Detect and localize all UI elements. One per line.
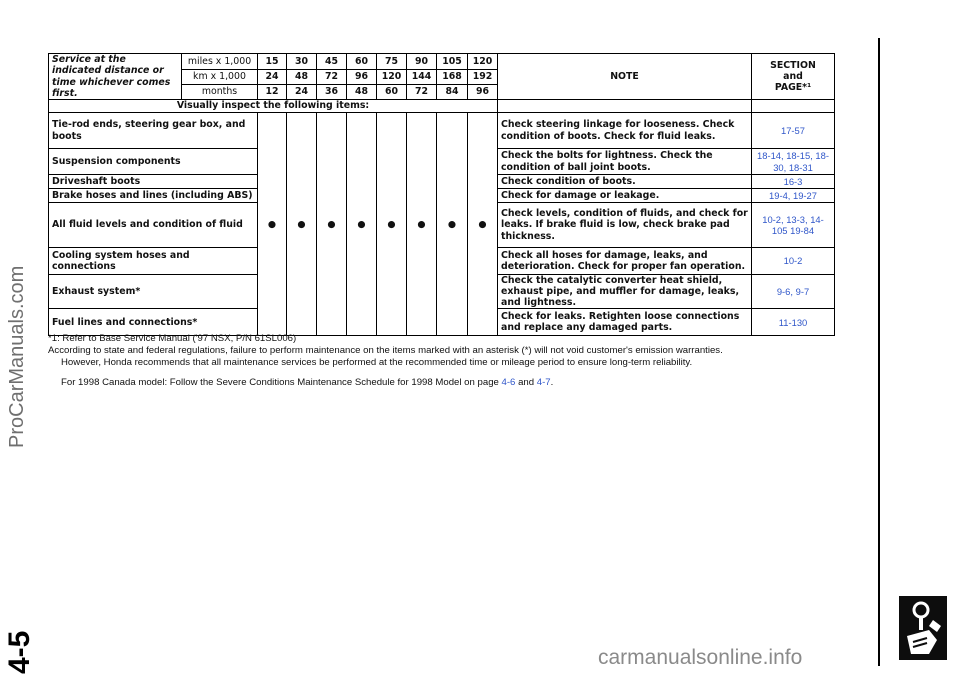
km-value: 96 <box>347 70 377 85</box>
canada-text: For 1998 Canada model: Follow the Severe Conditions Maintenance Schedule for 1998 Model on page <box>61 377 502 388</box>
empty-cell <box>752 100 835 113</box>
months-value: 12 <box>258 85 287 100</box>
footnote-warranty: According to state and federal regulations, failure to perform maintenance on the items marked with an asterisk (*) will not void customer's emission warranties. <box>48 345 723 356</box>
item-section: 16-3 <box>752 175 835 189</box>
months-value: 48 <box>347 85 377 100</box>
item-note: Check for leaks. Retighten loose connections and replace any damaged parts. <box>498 309 752 336</box>
months-value: 24 <box>287 85 317 100</box>
item-name: All fluid levels and condition of fluid <box>49 203 258 248</box>
page-link-4-7[interactable]: 4-7 <box>536 377 551 388</box>
item-name: Exhaust system* <box>49 275 258 309</box>
watermark-carmanualsonline: carmanualsonline.info <box>598 646 803 669</box>
item-section: 17-57 <box>752 113 835 149</box>
maintenance-icon <box>899 596 947 660</box>
km-label: km x 1,000 <box>182 70 258 85</box>
km-value: 192 <box>468 70 498 85</box>
visually-inspect-label: Visually inspect the following items: <box>49 100 498 113</box>
footnote-canada <box>48 377 553 388</box>
table-row <box>49 113 835 149</box>
note-header: NOTE <box>498 54 752 100</box>
item-note: Check levels, condition of fluids, and check for leaks. If brake fluid is low, check brake pad thickness. <box>498 203 752 248</box>
item-section: 10-2, 13-3, 14-105 19-84 <box>752 203 835 248</box>
section-header <box>752 54 835 100</box>
item-section: 18-14, 18-15, 18-30, 18-31 <box>752 149 835 175</box>
schedule-dot: ● <box>347 113 377 336</box>
miles-label: miles x 1,000 <box>182 54 258 70</box>
item-name: Suspension components <box>49 149 258 175</box>
miles-value: 45 <box>317 54 347 70</box>
item-note: Check the bolts for lightness. Check the condition of ball joint boots. <box>498 149 752 175</box>
km-value: 24 <box>258 70 287 85</box>
miles-value: 15 <box>258 54 287 70</box>
footnote-reference: *1: Refer to Base Service Manual ('97 NSX, P/N 61SL006) <box>48 333 297 344</box>
schedule-dot: ● <box>287 113 317 336</box>
item-note: Check condition of boots. <box>498 175 752 189</box>
item-note: Check for damage or leakage. <box>498 189 752 203</box>
months-value: 36 <box>317 85 347 100</box>
footnote-warranty-cont: However, Honda recommends that all maintenance services be performed at the recommended time or mileage period to ensure long-term reliability. <box>61 357 693 368</box>
item-section: 11-130 <box>752 309 835 336</box>
page-number: 4-5 <box>3 630 36 674</box>
section-header-line: and <box>783 70 803 82</box>
months-value: 84 <box>437 85 468 100</box>
visually-inspect-row <box>49 100 835 113</box>
maintenance-schedule-table <box>48 53 835 336</box>
schedule-dot: ● <box>317 113 347 336</box>
section-header-line: PAGE*¹ <box>774 82 812 94</box>
item-note: Check steering linkage for looseness. Check condition of boots. Check for fluid leaks. <box>498 113 752 149</box>
schedule-dot: ● <box>407 113 437 336</box>
miles-value: 30 <box>287 54 317 70</box>
item-name: Fuel lines and connections* <box>49 309 258 336</box>
miles-value: 60 <box>347 54 377 70</box>
canada-and: and <box>515 377 537 388</box>
miles-value: 120 <box>468 54 498 70</box>
miles-value: 75 <box>377 54 407 70</box>
header-row-miles <box>49 54 835 70</box>
item-section: 19-4, 19-27 <box>752 189 835 203</box>
miles-value: 90 <box>407 54 437 70</box>
canada-suffix: . <box>550 377 554 388</box>
km-value: 144 <box>407 70 437 85</box>
item-name: Driveshaft boots <box>49 175 258 189</box>
item-section: 9-6, 9-7 <box>752 275 835 309</box>
item-section: 10-2 <box>752 248 835 275</box>
km-value: 168 <box>437 70 468 85</box>
km-value: 72 <box>317 70 347 85</box>
item-name: Cooling system hoses and connections <box>49 248 258 275</box>
item-name: Brake hoses and lines (including ABS) <box>49 189 258 203</box>
schedule-dot: ● <box>437 113 468 336</box>
schedule-dot: ● <box>377 113 407 336</box>
schedule-dot: ● <box>468 113 498 336</box>
section-header-line: SECTION <box>770 59 816 71</box>
months-label: months <box>182 85 258 100</box>
page-edge-line <box>878 38 880 666</box>
months-value: 96 <box>468 85 498 100</box>
km-value: 120 <box>377 70 407 85</box>
watermark-procarmanuals: ProCarManuals.com <box>6 265 28 448</box>
item-name: Tie-rod ends, steering gear box, and boots <box>49 113 258 149</box>
item-note: Check all hoses for damage, leaks, and deterioration. Check for proper fan operation. <box>498 248 752 275</box>
miles-value: 105 <box>437 54 468 70</box>
item-note: Check the catalytic converter heat shield, exhaust pipe, and muffler for damage, leaks, and lightness. <box>498 275 752 309</box>
schedule-dot: ● <box>258 113 287 336</box>
service-interval-label: Service at the indicated distance or time whichever comes first. <box>49 54 182 100</box>
empty-cell <box>498 100 752 113</box>
months-value: 60 <box>377 85 407 100</box>
page-link-4-6[interactable]: 4-6 <box>501 377 516 388</box>
months-value: 72 <box>407 85 437 100</box>
km-value: 48 <box>287 70 317 85</box>
